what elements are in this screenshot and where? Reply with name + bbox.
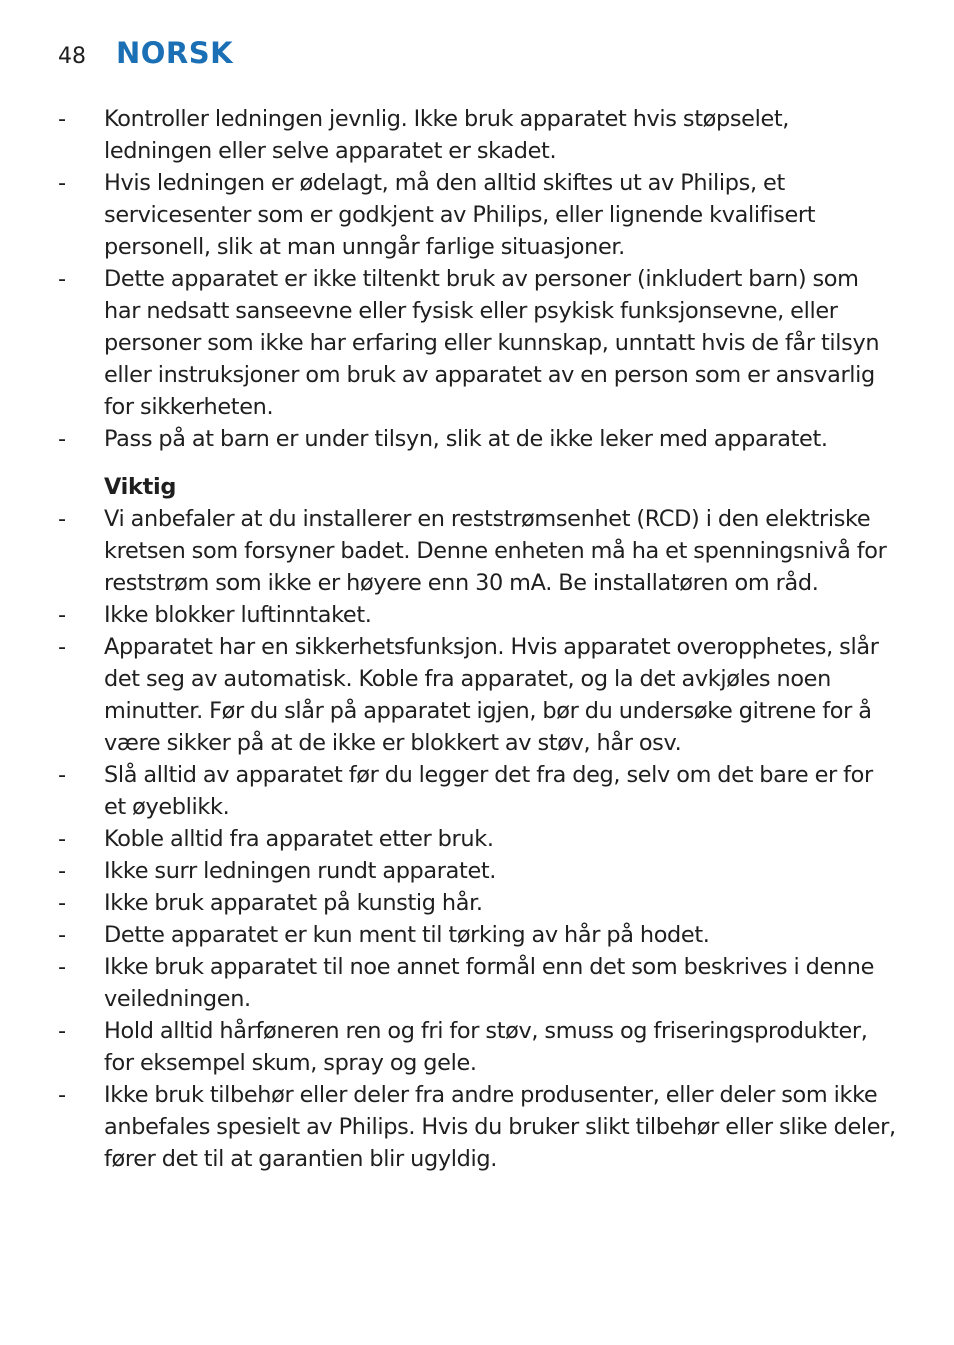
list-dash: - bbox=[58, 954, 66, 980]
list-item bbox=[56, 167, 900, 263]
list-dash: - bbox=[58, 1018, 66, 1044]
list-item-text: Ikke blokker luftinntaket. bbox=[104, 602, 372, 628]
list-dash: - bbox=[58, 602, 66, 628]
section-title: NORSK bbox=[116, 36, 234, 70]
list-dash: - bbox=[58, 1082, 66, 1108]
list-item bbox=[56, 631, 900, 759]
important-heading: Viktig bbox=[104, 474, 177, 500]
list-item-text: Dette apparatet er kun ment til tørking av hår på hodet. bbox=[104, 922, 710, 948]
list-dash: - bbox=[58, 266, 66, 292]
list-item-text: Ikke bruk tilbehør eller deler fra andre produsenter, eller deler som ikke anbefales spesielt av Philips. Hvis du bruker slikt tilbehør eller slike deler, fører det til at garantien blir ugyldig. bbox=[104, 1082, 896, 1172]
list-item-text: Koble alltid fra apparatet etter bruk. bbox=[104, 826, 494, 852]
list-dash: - bbox=[58, 506, 66, 532]
page-content bbox=[56, 103, 900, 1175]
list-item-text: Hvis ledningen er ødelagt, må den alltid skiftes ut av Philips, et servicesenter som er godkjent av Philips, eller lignende kvalifisert personell, slik at man unngår farlige situasjoner. bbox=[104, 170, 816, 260]
list-item-text: Apparatet har en sikkerhetsfunksjon. Hvis apparatet overopphetes, slår det seg av automatisk. Koble fra apparatet, og la det avkjøles noen minutter. Før du slår på apparatet igjen, bør du undersøke gitrene for å være sikker på at de ikke er blokkert av støv, hår osv. bbox=[104, 634, 879, 756]
list-dash: - bbox=[58, 762, 66, 788]
list-item bbox=[56, 919, 900, 951]
list-item bbox=[56, 599, 900, 631]
important-list bbox=[56, 503, 900, 1175]
list-item bbox=[56, 1079, 900, 1175]
list-dash: - bbox=[58, 426, 66, 452]
list-item bbox=[56, 855, 900, 887]
page-number: 48 bbox=[58, 44, 86, 69]
list-item bbox=[56, 951, 900, 1015]
list-item bbox=[56, 103, 900, 167]
list-item-text: Kontroller ledningen jevnlig. Ikke bruk apparatet hvis støpselet, ledningen eller selve apparatet er skadet. bbox=[104, 106, 790, 164]
list-dash: - bbox=[58, 170, 66, 196]
list-item-text: Ikke surr ledningen rundt apparatet. bbox=[104, 858, 497, 884]
list-item-text: Hold alltid hårføneren ren og fri for støv, smuss og friseringsprodukter, for eksempel skum, spray og gele. bbox=[104, 1018, 868, 1076]
list-dash: - bbox=[58, 106, 66, 132]
list-item bbox=[56, 423, 900, 455]
list-item-text: Vi anbefaler at du installerer en reststrømsenhet (RCD) i den elektriske kretsen som forsyner badet. Denne enheten må ha et spenningsnivå for reststrøm som ikke er høyere enn 30 mA. Be installatøren om råd. bbox=[104, 506, 887, 596]
list-dash: - bbox=[58, 922, 66, 948]
list-item-text: Ikke bruk apparatet på kunstig hår. bbox=[104, 890, 483, 916]
list-item-text: Slå alltid av apparatet før du legger det fra deg, selv om det bare er for et øyeblikk. bbox=[104, 762, 873, 820]
safety-list bbox=[56, 103, 900, 455]
list-item bbox=[56, 1015, 900, 1079]
list-item-text: Dette apparatet er ikke tiltenkt bruk av personer (inkludert barn) som har nedsatt sanseevne eller fysisk eller psykisk funksjonsevne, eller personer som ikke har erfaring eller kunnskap, unntatt hvis de får tilsyn eller instruksjoner om bruk av apparatet av en person som er ansvarlig for sikkerheten. bbox=[104, 266, 880, 420]
list-item-text: Ikke bruk apparatet til noe annet formål enn det som beskrives i denne veiledningen. bbox=[104, 954, 875, 1012]
list-item bbox=[56, 503, 900, 599]
list-item bbox=[56, 887, 900, 919]
list-item bbox=[56, 759, 900, 823]
list-dash: - bbox=[58, 634, 66, 660]
list-item bbox=[56, 263, 900, 423]
list-item bbox=[56, 823, 900, 855]
list-dash: - bbox=[58, 826, 66, 852]
list-dash: - bbox=[58, 890, 66, 916]
page-header bbox=[58, 36, 233, 72]
list-item-text: Pass på at barn er under tilsyn, slik at de ikke leker med apparatet. bbox=[104, 426, 828, 452]
list-dash: - bbox=[58, 858, 66, 884]
